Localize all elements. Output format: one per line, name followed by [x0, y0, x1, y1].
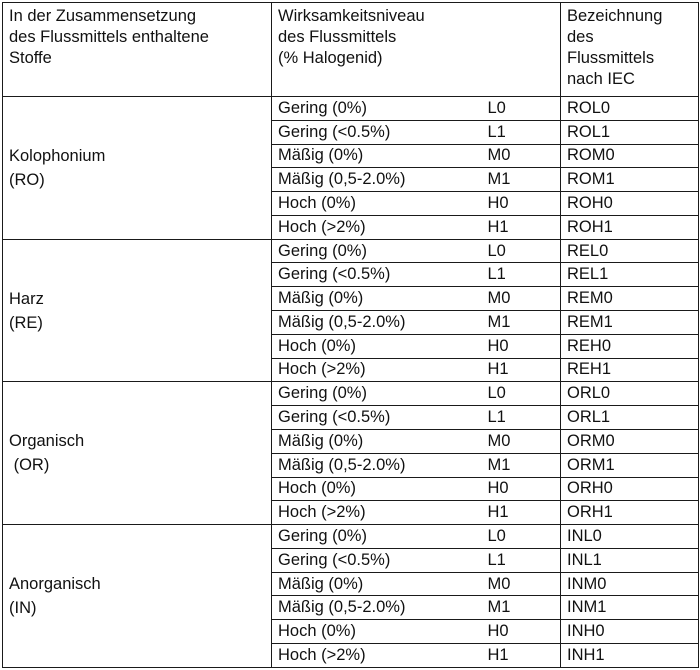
- iec-designation-cell: INL0: [561, 525, 699, 549]
- header-row: [3, 3, 699, 97]
- iec-designation-cell: REL1: [561, 263, 699, 287]
- activity-level-cell: Hoch (>2%): [272, 501, 482, 525]
- activity-level-cell: Gering (<0.5%): [272, 548, 482, 572]
- table-row: [3, 382, 699, 406]
- activity-level-cell: Hoch (0%): [272, 192, 482, 216]
- substance-group-cell: [3, 525, 272, 668]
- substance-group-cell: [3, 239, 272, 382]
- table-row: [3, 525, 699, 549]
- activity-level-cell: Mäßig (0,5-2.0%): [272, 168, 482, 192]
- activity-level-cell: Mäßig (0,5-2.0%): [272, 596, 482, 620]
- iec-designation-cell: INM1: [561, 596, 699, 620]
- iec-designation-cell: INH0: [561, 620, 699, 644]
- activity-level-cell: Hoch (>2%): [272, 358, 482, 382]
- level-code-cell: H0: [482, 334, 561, 358]
- level-code-cell: M0: [482, 572, 561, 596]
- activity-level-cell: Hoch (0%): [272, 620, 482, 644]
- iec-designation-cell: ORH1: [561, 501, 699, 525]
- flux-classification-table: [2, 2, 699, 668]
- substance-abbreviation: (RO): [9, 170, 45, 189]
- activity-level-cell: Gering (0%): [272, 525, 482, 549]
- activity-level-cell: Mäßig (0,5-2.0%): [272, 453, 482, 477]
- iec-designation-cell: REH1: [561, 358, 699, 382]
- iec-designation-cell: ROH1: [561, 215, 699, 239]
- level-code-cell: M0: [482, 429, 561, 453]
- substance-name: Organisch: [9, 432, 85, 451]
- iec-designation-cell: REH0: [561, 334, 699, 358]
- substance-abbreviation: (OR): [9, 456, 50, 475]
- iec-designation-cell: ROM1: [561, 168, 699, 192]
- level-code-cell: L0: [482, 382, 561, 406]
- iec-designation-cell: ROL0: [561, 97, 699, 121]
- level-code-cell: M1: [482, 453, 561, 477]
- level-code-cell: H1: [482, 501, 561, 525]
- iec-designation-cell: REL0: [561, 239, 699, 263]
- level-code-cell: L0: [482, 97, 561, 121]
- level-code-cell: H0: [482, 620, 561, 644]
- level-code-cell: M1: [482, 168, 561, 192]
- level-code-cell: L1: [482, 120, 561, 144]
- substance-group-cell: [3, 382, 272, 525]
- iec-designation-cell: INL1: [561, 548, 699, 572]
- activity-level-cell: Gering (<0.5%): [272, 120, 482, 144]
- activity-level-cell: Gering (<0.5%): [272, 406, 482, 430]
- table-row: [3, 239, 699, 263]
- activity-level-cell: Hoch (0%): [272, 334, 482, 358]
- activity-level-cell: Hoch (0%): [272, 477, 482, 501]
- iec-designation-cell: ROH0: [561, 192, 699, 216]
- level-code-cell: L0: [482, 525, 561, 549]
- iec-designation-cell: ROL1: [561, 120, 699, 144]
- table-body: [3, 97, 699, 668]
- substance-name: Anorganisch: [9, 575, 101, 594]
- iec-designation-cell: REM0: [561, 287, 699, 311]
- iec-designation-cell: ORH0: [561, 477, 699, 501]
- iec-designation-cell: ORL0: [561, 382, 699, 406]
- level-code-cell: M1: [482, 596, 561, 620]
- activity-level-cell: Mäßig (0%): [272, 572, 482, 596]
- activity-level-cell: Gering (0%): [272, 97, 482, 121]
- substance-abbreviation: (IN): [9, 599, 37, 618]
- level-code-cell: H1: [482, 215, 561, 239]
- level-code-cell: M0: [482, 287, 561, 311]
- level-code-cell: M0: [482, 144, 561, 168]
- level-code-cell: L1: [482, 548, 561, 572]
- substance-abbreviation: (RE): [9, 313, 43, 332]
- iec-designation-cell: INH1: [561, 643, 699, 667]
- activity-level-cell: Hoch (>2%): [272, 215, 482, 239]
- header-iec-designation: Bezeichnung des Flussmittels nach IEC: [561, 3, 699, 97]
- activity-level-cell: Mäßig (0%): [272, 144, 482, 168]
- substance-group-cell: [3, 97, 272, 240]
- iec-designation-cell: REM1: [561, 311, 699, 335]
- activity-level-cell: Gering (<0.5%): [272, 263, 482, 287]
- level-code-cell: L0: [482, 239, 561, 263]
- substance-name: Harz: [9, 289, 44, 308]
- level-code-cell: H0: [482, 477, 561, 501]
- activity-level-cell: Mäßig (0%): [272, 287, 482, 311]
- level-code-cell: H0: [482, 192, 561, 216]
- level-code-cell: L1: [482, 263, 561, 287]
- level-code-cell: H1: [482, 358, 561, 382]
- iec-designation-cell: INM0: [561, 572, 699, 596]
- substance-name: Kolophonium: [9, 146, 106, 165]
- iec-designation-cell: ORM0: [561, 429, 699, 453]
- level-code-cell: L1: [482, 406, 561, 430]
- iec-designation-cell: ROM0: [561, 144, 699, 168]
- activity-level-cell: Hoch (>2%): [272, 643, 482, 667]
- header-activity-level: Wirksamkeitsniveau des Flussmittels (% Halogenid): [272, 3, 561, 97]
- activity-level-cell: Gering (0%): [272, 382, 482, 406]
- activity-level-cell: Mäßig (0%): [272, 429, 482, 453]
- iec-designation-cell: ORL1: [561, 406, 699, 430]
- table-row: [3, 97, 699, 121]
- iec-designation-cell: ORM1: [561, 453, 699, 477]
- header-substances: In der Zusammensetzung des Flussmittels enthaltene Stoffe: [3, 3, 272, 97]
- level-code-cell: M1: [482, 311, 561, 335]
- level-code-cell: H1: [482, 643, 561, 667]
- activity-level-cell: Gering (0%): [272, 239, 482, 263]
- activity-level-cell: Mäßig (0,5-2.0%): [272, 311, 482, 335]
